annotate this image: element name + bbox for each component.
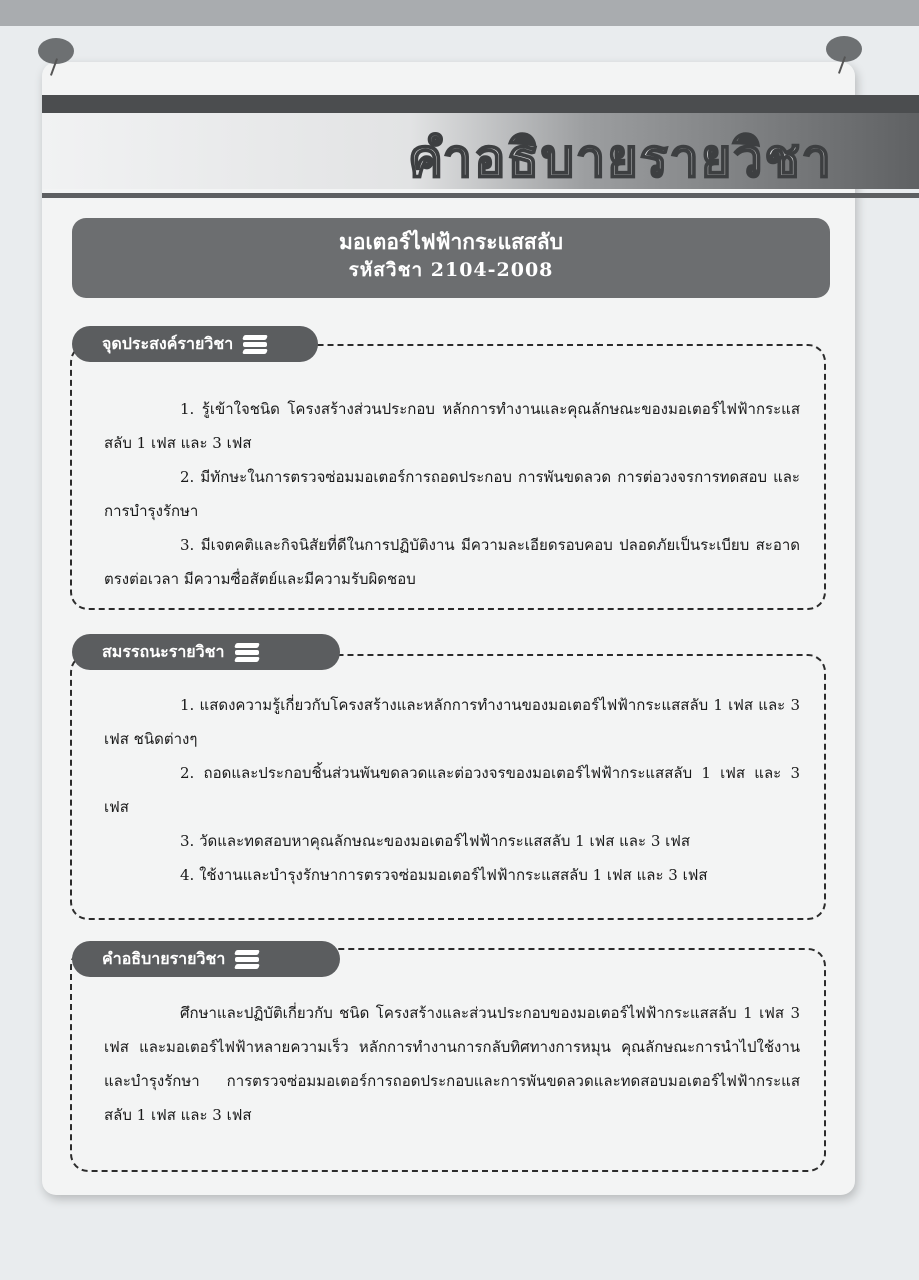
competencies-text [104, 688, 800, 892]
pushpin-icon [826, 36, 862, 62]
paragraph: 4. ใช้งานและบำรุงรักษาการตรวจซ่อมมอเตอร์ไฟฟ้ากระแสสลับ 1 เฟส และ 3 เฟส [180, 866, 708, 884]
section-tab-description [72, 941, 340, 977]
section-tab-objectives [72, 326, 318, 362]
paragraph: 3. วัดและทดสอบหาคุณลักษณะของมอเตอร์ไฟฟ้ากระแสสลับ 1 เฟส และ 3 เฟส [180, 832, 691, 850]
background-top-strip [0, 0, 919, 26]
section-label: คำอธิบายรายวิชา [102, 949, 226, 968]
section-label: สมรรถนะรายวิชา [102, 642, 225, 661]
paragraph: 1. รู้เข้าใจชนิด โครงสร้างส่วนประกอบ หลักการทำงานและคุณลักษณะของมอเตอร์ไฟฟ้ากระแสสลับ 1 เฟส และ 3 เฟส [104, 400, 800, 452]
paragraph: 2. ถอดและประกอบชิ้นส่วนพันขดลวดและต่อวงจรของมอเตอร์ไฟฟ้ากระแสสลับ 1 เฟส และ 3 เฟส [104, 764, 800, 816]
pushpin-icon [38, 38, 74, 64]
section-label: จุดประสงค์รายวิชา [102, 334, 234, 353]
paragraph: 3. มีเจตคติและกิจนิสัยที่ดีในการปฏิบัติงาน มีความละเอียดรอบคอบ ปลอดภัยเป็นระเบียบ สะอาด ตรงต่อเวลา มีความซื่อสัตย์และมีความรับผิดชอบ [104, 536, 800, 588]
section-tab-competencies [72, 634, 340, 670]
books-icon [243, 333, 269, 355]
course-code: รหัสวิชา 2104-2008 [348, 259, 554, 281]
paragraph: 1. แสดงความรู้เกี่ยวกับโครงสร้างและหลักการทำงานของมอเตอร์ไฟฟ้ากระแสสลับ 1 เฟส และ 3 เฟส ชนิดต่างๆ [104, 696, 800, 748]
description-text [104, 996, 800, 1132]
books-icon [235, 948, 261, 970]
course-header [72, 218, 830, 298]
paragraph: ศึกษาและปฏิบัติเกี่ยวกับ ชนิด โครงสร้างและส่วนประกอบของมอเตอร์ไฟฟ้ากระแสสลับ 1 เฟส 3 เฟส และมอเตอร์ไฟฟ้าหลายความเร็ว หลักการทำงานการกลับทิศทางการหมุน คุณลักษณะการนำไปใช้งานและบำรุงรักษา การตรวจซ่อมมอเตอร์การถอดประกอบและการพันขดลวดและทดสอบมอเตอร์ไฟฟ้ากระแสสลับ 1 เฟส และ 3 เฟส [104, 1004, 800, 1124]
course-name: มอเตอร์ไฟฟ้ากระแสสลับ [339, 229, 563, 254]
paragraph: 2. มีทักษะในการตรวจซ่อมมอเตอร์การถอดประกอบ การพันขดลวด การต่อวงจรการทดสอบ และการบำรุงรักษา [104, 468, 800, 520]
page-title: คำอธิบายรายวิชา [408, 129, 833, 189]
books-icon [235, 641, 261, 663]
objectives-text [104, 392, 800, 596]
